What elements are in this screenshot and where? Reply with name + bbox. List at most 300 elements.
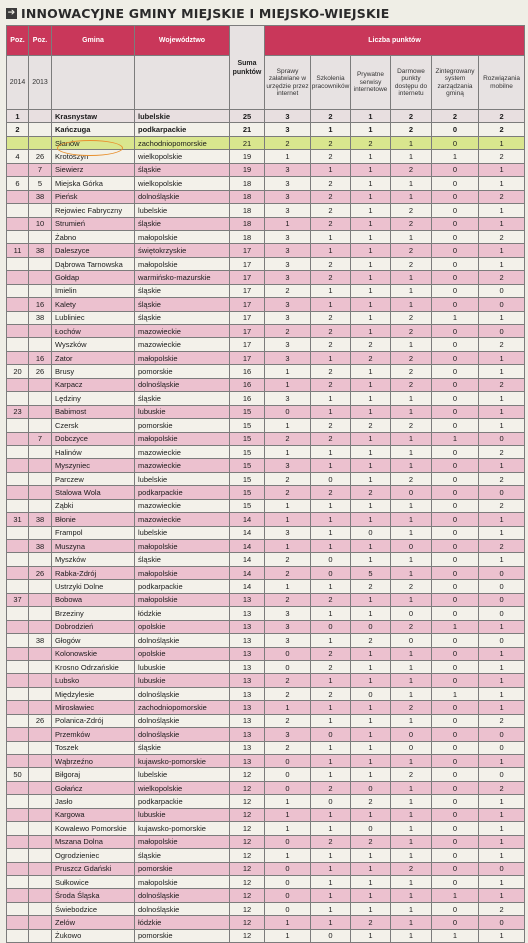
pts-hotspoty-cell: 1 bbox=[391, 136, 432, 149]
pts-szkolenia-cell: 1 bbox=[311, 526, 351, 539]
header-wojewodztwo: Województwo bbox=[135, 26, 230, 56]
gmina-name-cell: Ząbki bbox=[52, 499, 135, 512]
pts-serwisy-cell: 1 bbox=[351, 499, 391, 512]
pts-mobilne-cell: 1 bbox=[479, 875, 525, 888]
pts-mobilne-cell: 2 bbox=[479, 472, 525, 485]
pts-system-cell: 0 bbox=[432, 136, 479, 149]
suma-cell: 14 bbox=[230, 513, 265, 526]
pts-serwisy-cell: 1 bbox=[351, 741, 391, 754]
pts-internet-cell: 1 bbox=[265, 499, 311, 512]
pos-2013-cell bbox=[29, 553, 52, 566]
pts-szkolenia-cell: 1 bbox=[311, 808, 351, 821]
suma-cell: 12 bbox=[230, 916, 265, 929]
table-row bbox=[7, 163, 525, 176]
pts-szkolenia-cell: 2 bbox=[311, 217, 351, 230]
pos-2014-cell bbox=[7, 472, 29, 485]
pts-hotspoty-cell: 1 bbox=[391, 795, 432, 808]
suma-cell: 17 bbox=[230, 311, 265, 324]
pos-2013-cell: 7 bbox=[29, 432, 52, 445]
wojewodztwo-cell: małopolskie bbox=[135, 230, 230, 243]
pts-system-cell: 0 bbox=[432, 902, 479, 915]
pts-system-cell: 0 bbox=[432, 553, 479, 566]
wojewodztwo-cell: lubelskie bbox=[135, 472, 230, 485]
pts-internet-cell: 2 bbox=[265, 284, 311, 297]
pts-hotspoty-cell: 2 bbox=[391, 472, 432, 485]
pts-serwisy-cell: 1 bbox=[351, 929, 391, 942]
table-row bbox=[7, 862, 525, 875]
pts-internet-cell: 3 bbox=[265, 204, 311, 217]
pts-serwisy-cell: 1 bbox=[351, 432, 391, 445]
pos-2014-cell bbox=[7, 540, 29, 553]
pos-2014-cell bbox=[7, 136, 29, 149]
pos-2014-cell bbox=[7, 284, 29, 297]
suma-cell: 12 bbox=[230, 822, 265, 835]
pts-system-cell: 0 bbox=[432, 405, 479, 418]
wojewodztwo-cell: mazowieckie bbox=[135, 499, 230, 512]
wojewodztwo-cell: wielkopolskie bbox=[135, 781, 230, 794]
suma-cell: 18 bbox=[230, 204, 265, 217]
pos-2014-cell: 37 bbox=[7, 593, 29, 606]
pts-system-cell: 0 bbox=[432, 204, 479, 217]
pos-2014-cell bbox=[7, 660, 29, 673]
pos-2014-cell bbox=[7, 929, 29, 942]
pos-2013-cell bbox=[29, 271, 52, 284]
wojewodztwo-cell: małopolskie bbox=[135, 875, 230, 888]
table-row bbox=[7, 687, 525, 700]
gmina-name-cell: Ogrodzieniec bbox=[52, 849, 135, 862]
pos-2013-cell bbox=[29, 419, 52, 432]
pts-mobilne-cell: 1 bbox=[479, 257, 525, 270]
gmina-name-cell: Siewierz bbox=[52, 163, 135, 176]
pts-szkolenia-cell: 1 bbox=[311, 513, 351, 526]
wojewodztwo-cell: zachodniopomorskie bbox=[135, 136, 230, 149]
pts-hotspoty-cell: 1 bbox=[391, 902, 432, 915]
pts-internet-cell: 3 bbox=[265, 311, 311, 324]
pts-szkolenia-cell: 2 bbox=[311, 378, 351, 391]
pts-system-cell: 0 bbox=[432, 257, 479, 270]
pts-serwisy-cell: 1 bbox=[351, 190, 391, 203]
pts-hotspoty-cell: 1 bbox=[391, 916, 432, 929]
pos-2014-cell: 6 bbox=[7, 177, 29, 190]
pts-szkolenia-cell: 1 bbox=[311, 298, 351, 311]
table-row bbox=[7, 526, 525, 539]
gmina-name-cell: Międzylesie bbox=[52, 687, 135, 700]
pts-system-cell: 0 bbox=[432, 566, 479, 579]
pos-2013-cell bbox=[29, 781, 52, 794]
pts-szkolenia-cell: 1 bbox=[311, 714, 351, 727]
pos-2013-cell bbox=[29, 593, 52, 606]
gmina-name-cell: Strumień bbox=[52, 217, 135, 230]
pts-system-cell: 0 bbox=[432, 325, 479, 338]
pts-serwisy-cell: 1 bbox=[351, 271, 391, 284]
pts-mobilne-cell: 2 bbox=[479, 781, 525, 794]
suma-cell: 14 bbox=[230, 566, 265, 579]
gmina-name-cell: Czersk bbox=[52, 419, 135, 432]
pts-serwisy-cell: 1 bbox=[351, 311, 391, 324]
pos-2013-cell: 16 bbox=[29, 298, 52, 311]
pts-hotspoty-cell: 1 bbox=[391, 647, 432, 660]
header-blank-gmina bbox=[52, 56, 135, 110]
pts-mobilne-cell: 1 bbox=[479, 620, 525, 633]
suma-cell: 17 bbox=[230, 271, 265, 284]
gmina-name-cell: Dobrodzień bbox=[52, 620, 135, 633]
suma-cell: 13 bbox=[230, 687, 265, 700]
pts-serwisy-cell: 1 bbox=[351, 553, 391, 566]
pos-2013-cell bbox=[29, 580, 52, 593]
pts-mobilne-cell: 0 bbox=[479, 862, 525, 875]
pos-2013-cell bbox=[29, 701, 52, 714]
suma-cell: 15 bbox=[230, 472, 265, 485]
pts-mobilne-cell: 2 bbox=[479, 150, 525, 163]
wojewodztwo-cell: śląskie bbox=[135, 298, 230, 311]
pts-internet-cell: 2 bbox=[265, 325, 311, 338]
pts-hotspoty-cell: 1 bbox=[391, 150, 432, 163]
pts-mobilne-cell: 0 bbox=[479, 566, 525, 579]
wojewodztwo-cell: lubelskie bbox=[135, 204, 230, 217]
pos-2014-cell bbox=[7, 849, 29, 862]
pts-internet-cell: 0 bbox=[265, 755, 311, 768]
pts-mobilne-cell: 1 bbox=[479, 459, 525, 472]
table-row bbox=[7, 795, 525, 808]
suma-cell: 15 bbox=[230, 405, 265, 418]
pts-serwisy-cell: 1 bbox=[351, 660, 391, 673]
pos-2013-cell bbox=[29, 768, 52, 781]
suma-cell: 12 bbox=[230, 929, 265, 942]
wojewodztwo-cell: zachodniopomorskie bbox=[135, 701, 230, 714]
pts-system-cell: 0 bbox=[432, 459, 479, 472]
pts-internet-cell: 0 bbox=[265, 889, 311, 902]
suma-cell: 12 bbox=[230, 795, 265, 808]
pts-serwisy-cell: 1 bbox=[351, 513, 391, 526]
pts-internet-cell: 3 bbox=[265, 298, 311, 311]
pts-szkolenia-cell: 1 bbox=[311, 445, 351, 458]
pts-szkolenia-cell: 1 bbox=[311, 607, 351, 620]
table-row bbox=[7, 392, 525, 405]
pts-mobilne-cell: 1 bbox=[479, 526, 525, 539]
wojewodztwo-cell: podkarpackie bbox=[135, 486, 230, 499]
pts-mobilne-cell: 2 bbox=[479, 378, 525, 391]
pts-system-cell: 0 bbox=[432, 862, 479, 875]
suma-cell: 17 bbox=[230, 338, 265, 351]
suma-cell: 13 bbox=[230, 714, 265, 727]
title-text: INNOWACYJNE GMINY MIEJSKIE I MIEJSKO-WIEJSKIE bbox=[21, 5, 390, 21]
table-row bbox=[7, 513, 525, 526]
pts-mobilne-cell: 1 bbox=[479, 553, 525, 566]
pos-2014-cell bbox=[7, 311, 29, 324]
pos-2014-cell: 11 bbox=[7, 244, 29, 257]
pts-szkolenia-cell: 1 bbox=[311, 459, 351, 472]
wojewodztwo-cell: dolnośląskie bbox=[135, 902, 230, 915]
pos-2014-cell bbox=[7, 486, 29, 499]
wojewodztwo-cell: dolnośląskie bbox=[135, 634, 230, 647]
wojewodztwo-cell: warmińsko-mazurskie bbox=[135, 271, 230, 284]
pts-szkolenia-cell: 2 bbox=[311, 190, 351, 203]
wojewodztwo-cell: podkarpackie bbox=[135, 123, 230, 136]
table-row bbox=[7, 566, 525, 579]
suma-cell: 12 bbox=[230, 808, 265, 821]
pts-hotspoty-cell: 1 bbox=[391, 284, 432, 297]
table-row bbox=[7, 916, 525, 929]
pos-2014-cell bbox=[7, 862, 29, 875]
table-row bbox=[7, 540, 525, 553]
pts-serwisy-cell: 1 bbox=[351, 768, 391, 781]
pos-2013-cell: 26 bbox=[29, 566, 52, 579]
wojewodztwo-cell: mazowieckie bbox=[135, 445, 230, 458]
gmina-name-cell: Kowalewo Pomorskie bbox=[52, 822, 135, 835]
pos-2014-cell bbox=[7, 875, 29, 888]
wojewodztwo-cell: opolskie bbox=[135, 620, 230, 633]
pts-system-cell: 0 bbox=[432, 849, 479, 862]
pts-hotspoty-cell: 1 bbox=[391, 298, 432, 311]
pos-2013-cell bbox=[29, 875, 52, 888]
pos-2014-cell bbox=[7, 795, 29, 808]
header-liczba: Liczba punktów bbox=[265, 26, 525, 56]
pts-internet-cell: 1 bbox=[265, 150, 311, 163]
suma-cell: 17 bbox=[230, 351, 265, 364]
suma-cell: 18 bbox=[230, 177, 265, 190]
table-row bbox=[7, 136, 525, 149]
pos-2014-cell: 4 bbox=[7, 150, 29, 163]
pts-serwisy-cell: 2 bbox=[351, 835, 391, 848]
pts-system-cell: 0 bbox=[432, 755, 479, 768]
pts-internet-cell: 3 bbox=[265, 620, 311, 633]
pts-internet-cell: 1 bbox=[265, 365, 311, 378]
header-suma: Suma punktów bbox=[230, 26, 265, 110]
pts-mobilne-cell: 1 bbox=[479, 311, 525, 324]
pos-2014-cell bbox=[7, 714, 29, 727]
gmina-name-cell: Pruszcz Gdański bbox=[52, 862, 135, 875]
pts-mobilne-cell: 2 bbox=[479, 123, 525, 136]
pts-szkolenia-cell: 2 bbox=[311, 257, 351, 270]
table-row bbox=[7, 325, 525, 338]
pos-2013-cell bbox=[29, 835, 52, 848]
pts-hotspoty-cell: 1 bbox=[391, 459, 432, 472]
table-row bbox=[7, 217, 525, 230]
pts-mobilne-cell: 1 bbox=[479, 365, 525, 378]
pts-mobilne-cell: 0 bbox=[479, 634, 525, 647]
pts-hotspoty-cell: 1 bbox=[391, 660, 432, 673]
pts-internet-cell: 3 bbox=[265, 244, 311, 257]
pos-2014-cell bbox=[7, 634, 29, 647]
ranking-table bbox=[6, 25, 525, 943]
pos-2014-cell bbox=[7, 701, 29, 714]
gmina-name-cell: Brzeziny bbox=[52, 607, 135, 620]
suma-cell: 16 bbox=[230, 365, 265, 378]
pts-system-cell: 0 bbox=[432, 835, 479, 848]
pts-szkolenia-cell: 1 bbox=[311, 822, 351, 835]
pos-2013-cell bbox=[29, 204, 52, 217]
pts-system-cell: 0 bbox=[432, 284, 479, 297]
pts-hotspoty-cell: 0 bbox=[391, 540, 432, 553]
gmina-name-cell: Wąbrzeźno bbox=[52, 755, 135, 768]
wojewodztwo-cell: małopolskie bbox=[135, 593, 230, 606]
pos-2014-cell bbox=[7, 674, 29, 687]
gmina-name-cell: Słanów bbox=[52, 136, 135, 149]
pts-mobilne-cell: 1 bbox=[479, 808, 525, 821]
pts-internet-cell: 3 bbox=[265, 257, 311, 270]
pts-internet-cell: 1 bbox=[265, 217, 311, 230]
pos-2013-cell bbox=[29, 284, 52, 297]
gmina-name-cell: Parczew bbox=[52, 472, 135, 485]
pts-internet-cell: 0 bbox=[265, 875, 311, 888]
wojewodztwo-cell: mazowieckie bbox=[135, 459, 230, 472]
gmina-name-cell: Kolonowskie bbox=[52, 647, 135, 660]
pts-mobilne-cell: 1 bbox=[479, 136, 525, 149]
pts-szkolenia-cell: 1 bbox=[311, 230, 351, 243]
pts-hotspoty-cell: 1 bbox=[391, 271, 432, 284]
suma-cell: 19 bbox=[230, 150, 265, 163]
pts-internet-cell: 1 bbox=[265, 540, 311, 553]
pts-mobilne-cell: 2 bbox=[479, 902, 525, 915]
pts-hotspoty-cell: 2 bbox=[391, 325, 432, 338]
pts-internet-cell: 3 bbox=[265, 163, 311, 176]
pts-internet-cell: 0 bbox=[265, 405, 311, 418]
pts-szkolenia-cell: 0 bbox=[311, 795, 351, 808]
table-row bbox=[7, 378, 525, 391]
pts-mobilne-cell: 1 bbox=[479, 163, 525, 176]
suma-cell: 12 bbox=[230, 875, 265, 888]
pts-system-cell: 0 bbox=[432, 486, 479, 499]
pos-2014-cell: 2 bbox=[7, 123, 29, 136]
pts-internet-cell: 3 bbox=[265, 392, 311, 405]
pts-serwisy-cell: 1 bbox=[351, 902, 391, 915]
pts-serwisy-cell: 0 bbox=[351, 781, 391, 794]
gmina-name-cell: Myszków bbox=[52, 553, 135, 566]
suma-cell: 13 bbox=[230, 607, 265, 620]
wojewodztwo-cell: lubuskie bbox=[135, 808, 230, 821]
suma-cell: 15 bbox=[230, 486, 265, 499]
wojewodztwo-cell: mazowieckie bbox=[135, 513, 230, 526]
table-row bbox=[7, 230, 525, 243]
pts-internet-cell: 1 bbox=[265, 419, 311, 432]
pts-mobilne-cell: 0 bbox=[479, 741, 525, 754]
wojewodztwo-cell: małopolskie bbox=[135, 566, 230, 579]
pts-hotspoty-cell: 1 bbox=[391, 674, 432, 687]
pts-hotspoty-cell: 2 bbox=[391, 244, 432, 257]
gmina-name-cell: Dobczyce bbox=[52, 432, 135, 445]
wojewodztwo-cell: dolnośląskie bbox=[135, 378, 230, 391]
pos-2014-cell bbox=[7, 419, 29, 432]
suma-cell: 15 bbox=[230, 445, 265, 458]
pts-mobilne-cell: 0 bbox=[479, 298, 525, 311]
table-row bbox=[7, 755, 525, 768]
pts-hotspoty-cell: 1 bbox=[391, 190, 432, 203]
pts-szkolenia-cell: 0 bbox=[311, 553, 351, 566]
pts-mobilne-cell: 1 bbox=[479, 755, 525, 768]
pts-hotspoty-cell: 2 bbox=[391, 351, 432, 364]
pts-serwisy-cell: 1 bbox=[351, 150, 391, 163]
pos-2013-cell: 38 bbox=[29, 190, 52, 203]
pts-szkolenia-cell: 1 bbox=[311, 741, 351, 754]
pos-2013-cell: 5 bbox=[29, 177, 52, 190]
pts-mobilne-cell: 2 bbox=[479, 190, 525, 203]
suma-cell: 16 bbox=[230, 392, 265, 405]
pos-2013-cell: 26 bbox=[29, 150, 52, 163]
wojewodztwo-cell: dolnośląskie bbox=[135, 687, 230, 700]
wojewodztwo-cell: łódzkie bbox=[135, 916, 230, 929]
gmina-name-cell: Mirosławiec bbox=[52, 701, 135, 714]
pts-system-cell: 0 bbox=[432, 298, 479, 311]
pts-serwisy-cell: 1 bbox=[351, 177, 391, 190]
header-poz-2014: Poz. bbox=[7, 26, 29, 56]
pos-2014-cell: 1 bbox=[7, 110, 29, 123]
pts-szkolenia-cell: 2 bbox=[311, 150, 351, 163]
pts-szkolenia-cell: 1 bbox=[311, 849, 351, 862]
suma-cell: 14 bbox=[230, 580, 265, 593]
suma-cell: 13 bbox=[230, 755, 265, 768]
pts-serwisy-cell: 1 bbox=[351, 647, 391, 660]
suma-cell: 18 bbox=[230, 190, 265, 203]
pos-2014-cell bbox=[7, 526, 29, 539]
pts-szkolenia-cell: 2 bbox=[311, 136, 351, 149]
suma-cell: 19 bbox=[230, 163, 265, 176]
pts-serwisy-cell: 1 bbox=[351, 204, 391, 217]
pos-2014-cell bbox=[7, 741, 29, 754]
wojewodztwo-cell: małopolskie bbox=[135, 432, 230, 445]
pts-szkolenia-cell: 1 bbox=[311, 701, 351, 714]
suma-cell: 17 bbox=[230, 325, 265, 338]
gmina-name-cell: Środa Śląska bbox=[52, 889, 135, 902]
suma-cell: 12 bbox=[230, 862, 265, 875]
pts-szkolenia-cell: 0 bbox=[311, 566, 351, 579]
pts-system-cell: 0 bbox=[432, 163, 479, 176]
pts-hotspoty-cell: 1 bbox=[391, 405, 432, 418]
pts-internet-cell: 1 bbox=[265, 378, 311, 391]
suma-cell: 16 bbox=[230, 378, 265, 391]
pts-mobilne-cell: 1 bbox=[479, 513, 525, 526]
gmina-name-cell: Wyszków bbox=[52, 338, 135, 351]
pts-szkolenia-cell: 2 bbox=[311, 110, 351, 123]
pts-serwisy-cell: 2 bbox=[351, 916, 391, 929]
pts-system-cell: 1 bbox=[432, 929, 479, 942]
pos-2014-cell bbox=[7, 647, 29, 660]
pts-serwisy-cell: 2 bbox=[351, 419, 391, 432]
pts-mobilne-cell: 0 bbox=[479, 432, 525, 445]
pts-system-cell: 1 bbox=[432, 432, 479, 445]
pts-system-cell: 1 bbox=[432, 311, 479, 324]
pos-2013-cell bbox=[29, 526, 52, 539]
table-row bbox=[7, 929, 525, 942]
pts-szkolenia-cell: 2 bbox=[311, 486, 351, 499]
header-c5: Zintegrowany system zarządzania gminą bbox=[432, 56, 479, 110]
pts-internet-cell: 1 bbox=[265, 849, 311, 862]
pts-system-cell: 2 bbox=[432, 110, 479, 123]
pts-hotspoty-cell: 1 bbox=[391, 177, 432, 190]
pts-mobilne-cell: 0 bbox=[479, 916, 525, 929]
pts-hotspoty-cell: 1 bbox=[391, 835, 432, 848]
pos-2013-cell bbox=[29, 728, 52, 741]
pos-2013-cell: 26 bbox=[29, 714, 52, 727]
suma-cell: 12 bbox=[230, 781, 265, 794]
pts-mobilne-cell: 2 bbox=[479, 445, 525, 458]
gmina-name-cell: Bobowa bbox=[52, 593, 135, 606]
pos-2013-cell bbox=[29, 499, 52, 512]
pos-2013-cell bbox=[29, 486, 52, 499]
pos-2014-cell: 50 bbox=[7, 768, 29, 781]
pts-serwisy-cell: 1 bbox=[351, 755, 391, 768]
pts-hotspoty-cell: 2 bbox=[391, 419, 432, 432]
pts-szkolenia-cell: 1 bbox=[311, 634, 351, 647]
suma-cell: 13 bbox=[230, 674, 265, 687]
gmina-name-cell: Pieńsk bbox=[52, 190, 135, 203]
pts-szkolenia-cell: 2 bbox=[311, 419, 351, 432]
table-row bbox=[7, 902, 525, 915]
pts-internet-cell: 1 bbox=[265, 580, 311, 593]
pos-2013-cell bbox=[29, 607, 52, 620]
pts-szkolenia-cell: 0 bbox=[311, 728, 351, 741]
pts-szkolenia-cell: 1 bbox=[311, 405, 351, 418]
pts-internet-cell: 1 bbox=[265, 808, 311, 821]
